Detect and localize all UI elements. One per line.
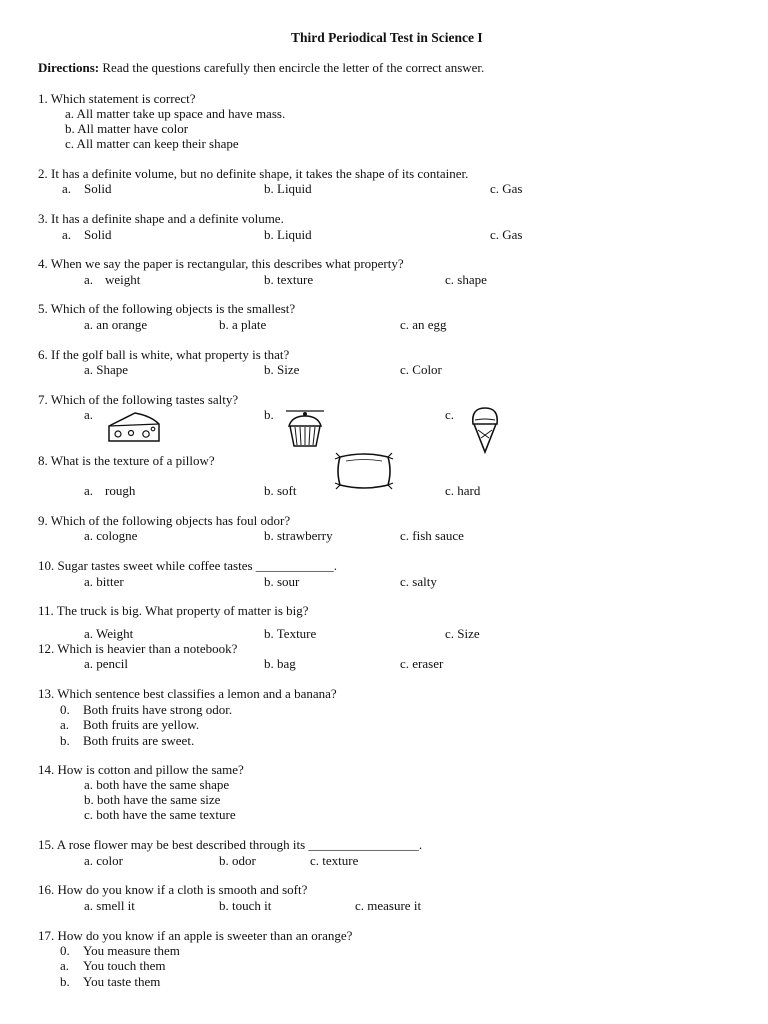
option-c[interactable]: c. measure it bbox=[355, 898, 422, 913]
option-a-letter[interactable]: a. bbox=[60, 958, 70, 973]
option-a-letter[interactable]: a. bbox=[62, 227, 72, 242]
option-a[interactable]: a. color bbox=[84, 853, 123, 868]
question-stem: 1. Which statement is correct? bbox=[38, 91, 196, 106]
option-b-letter[interactable]: b. bbox=[60, 733, 70, 748]
option-b[interactable]: b. texture bbox=[264, 272, 314, 287]
option-a-text[interactable]: You touch them bbox=[83, 958, 166, 973]
option-b[interactable]: b. Liquid bbox=[264, 227, 312, 242]
ice-cream-cone-image[interactable] bbox=[469, 406, 501, 454]
question-stem: 16. How do you know if a cloth is smooth and soft? bbox=[38, 882, 308, 897]
option-a-letter[interactable]: a. bbox=[60, 717, 70, 732]
option-0-letter[interactable]: 0. bbox=[60, 943, 70, 958]
option-b[interactable]: b. Texture bbox=[264, 626, 317, 641]
question-stem: 3. It has a definite shape and a definite volume. bbox=[38, 211, 284, 226]
question-stem: 4. When we say the paper is rectangular, this describes what property? bbox=[38, 256, 404, 271]
option-a-text[interactable]: Solid bbox=[84, 181, 112, 196]
option-c[interactable]: c. both have the same texture bbox=[84, 807, 236, 822]
option-a[interactable]: a. smell it bbox=[84, 898, 135, 913]
option-b[interactable]: b. All matter have color bbox=[65, 121, 189, 136]
option-b[interactable]: b. bbox=[264, 407, 274, 422]
directions bbox=[38, 60, 484, 75]
directions-text: Read the questions carefully then encircle the letter of the correct answer. bbox=[102, 60, 485, 75]
option-c[interactable]: c. shape bbox=[445, 272, 487, 287]
option-b[interactable]: b. bag bbox=[264, 656, 296, 671]
question-stem: 6. If the golf ball is white, what property is that? bbox=[38, 347, 290, 362]
option-a[interactable]: a. bitter bbox=[84, 574, 124, 589]
option-a[interactable]: a. bbox=[84, 407, 94, 422]
test-title: Third Periodical Test in Science I bbox=[291, 30, 483, 45]
option-c[interactable]: c. hard bbox=[445, 483, 481, 498]
option-a[interactable]: a. pencil bbox=[84, 656, 129, 671]
option-a[interactable]: a. All matter take up space and have mass. bbox=[65, 106, 286, 121]
option-a-text[interactable]: weight bbox=[105, 272, 141, 287]
question-stem: 2. It has a definite volume, but no definite shape, it takes the shape of its container. bbox=[38, 166, 469, 181]
question-stem: 5. Which of the following objects is the smallest? bbox=[38, 301, 296, 316]
question-stem: 7. Which of the following tastes salty? bbox=[38, 392, 239, 407]
option-a[interactable]: a. both have the same shape bbox=[84, 777, 230, 792]
question-stem: 11. The truck is big. What property of matter is big? bbox=[38, 603, 309, 618]
option-a[interactable]: a. an orange bbox=[84, 317, 148, 332]
question-stem: 10. Sugar tastes sweet while coffee tastes ____________. bbox=[38, 558, 338, 573]
option-a-text[interactable]: Solid bbox=[84, 227, 112, 242]
option-b[interactable]: b. both have the same size bbox=[84, 792, 221, 807]
option-0-text[interactable]: Both fruits have strong odor. bbox=[83, 702, 233, 717]
pillow-image bbox=[334, 451, 394, 491]
question-stem: 9. Which of the following objects has foul odor? bbox=[38, 513, 291, 528]
option-b[interactable]: b. Size bbox=[264, 362, 300, 377]
option-c[interactable]: c. eraser bbox=[400, 656, 444, 671]
option-c[interactable]: c. bbox=[445, 407, 455, 422]
option-a[interactable]: a. Weight bbox=[84, 626, 134, 641]
option-a-letter[interactable]: a. bbox=[84, 272, 94, 287]
option-b[interactable]: b. strawberry bbox=[264, 528, 333, 543]
question-stem: 17. How do you know if an apple is sweeter than an orange? bbox=[38, 928, 353, 943]
option-c[interactable]: c. Color bbox=[400, 362, 442, 377]
option-0-letter[interactable]: 0. bbox=[60, 702, 70, 717]
option-a-letter[interactable]: a. bbox=[62, 181, 72, 196]
option-b[interactable]: b. sour bbox=[264, 574, 300, 589]
cupcake-image[interactable] bbox=[284, 408, 326, 448]
option-a-letter[interactable]: a. bbox=[84, 483, 94, 498]
option-c[interactable]: c. Size bbox=[445, 626, 480, 641]
option-a[interactable]: a. Shape bbox=[84, 362, 129, 377]
question-stem: 14. How is cotton and pillow the same? bbox=[38, 762, 244, 777]
question-stem: 12. Which is heavier than a notebook? bbox=[38, 641, 238, 656]
option-c[interactable]: c. an egg bbox=[400, 317, 447, 332]
option-a[interactable]: a. cologne bbox=[84, 528, 138, 543]
option-c[interactable]: c. salty bbox=[400, 574, 437, 589]
directions-label: Directions: bbox=[38, 60, 100, 75]
option-c[interactable]: c. Gas bbox=[490, 181, 523, 196]
option-b[interactable]: b. touch it bbox=[219, 898, 272, 913]
option-b[interactable]: b. soft bbox=[264, 483, 297, 498]
option-a-text[interactable]: rough bbox=[105, 483, 136, 498]
option-b[interactable]: b. odor bbox=[219, 853, 256, 868]
option-0-text[interactable]: You measure them bbox=[83, 943, 180, 958]
option-b-text[interactable]: Both fruits are sweet. bbox=[83, 733, 195, 748]
option-b-text[interactable]: You taste them bbox=[83, 974, 161, 989]
question-stem: 15. A rose flower may be best described through its _________________. bbox=[38, 837, 423, 852]
option-b[interactable]: b. Liquid bbox=[264, 181, 312, 196]
option-c[interactable]: c. Gas bbox=[490, 227, 523, 242]
option-b[interactable]: b. a plate bbox=[219, 317, 267, 332]
question-stem: 13. Which sentence best classifies a lemon and a banana? bbox=[38, 686, 337, 701]
question-stem: 8. What is the texture of a pillow? bbox=[38, 453, 215, 468]
option-c[interactable]: c. All matter can keep their shape bbox=[65, 136, 239, 151]
option-c[interactable]: c. texture bbox=[310, 853, 359, 868]
option-c[interactable]: c. fish sauce bbox=[400, 528, 464, 543]
option-b-letter[interactable]: b. bbox=[60, 974, 70, 989]
option-a-text[interactable]: Both fruits are yellow. bbox=[83, 717, 200, 732]
cheese-image[interactable] bbox=[107, 410, 161, 444]
